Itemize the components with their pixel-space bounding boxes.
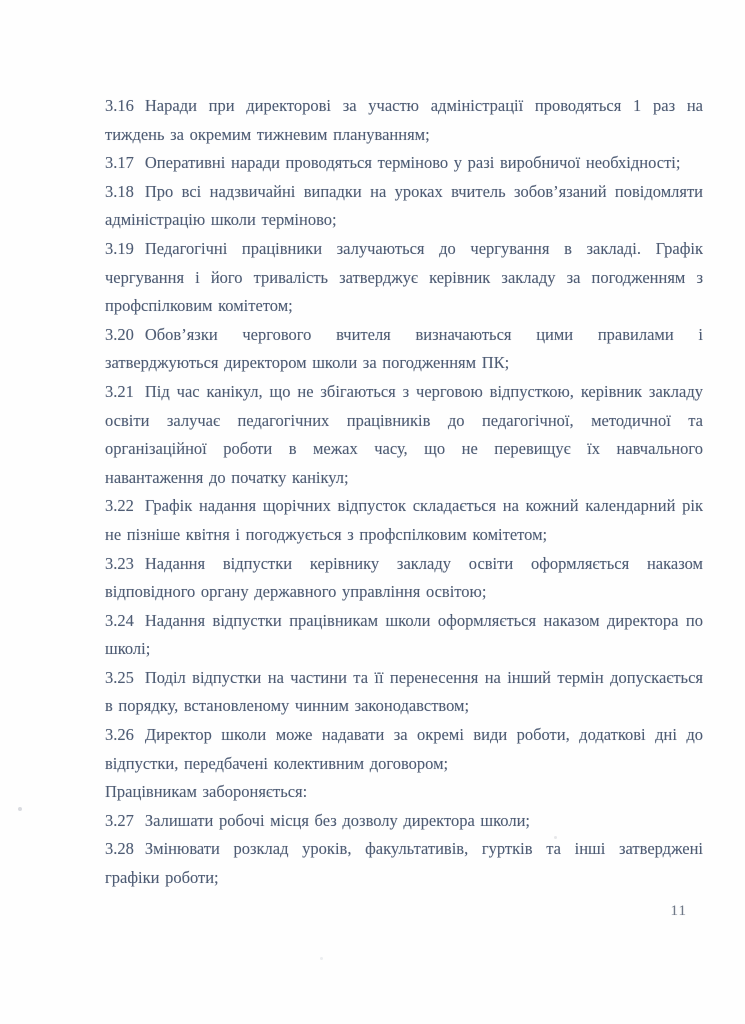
item-number: 3.20 xyxy=(105,324,134,344)
list-item xyxy=(105,321,703,378)
list-item xyxy=(105,721,703,778)
item-number: 3.21 xyxy=(105,381,134,401)
item-text: Під час канікул, що не збігаються з черговою відпусткою, керівник закладу освіти залучає педагогічних працівників до педагогічної, методичної та організаційної роботи в межах часу, що не перевищує їх навчального навантаження до початку канікул; xyxy=(105,381,703,487)
list-item xyxy=(105,607,703,664)
scan-speck xyxy=(338,626,341,628)
item-text: Про всі надзвичайні випадки на уроках вчитель зобов’язаний повідомляти адміністрацію школи терміново; xyxy=(105,181,703,230)
heading-text: Працівникам забороняється: xyxy=(105,782,308,802)
list-item xyxy=(105,492,703,549)
item-number: 3.24 xyxy=(105,610,134,630)
document-body xyxy=(105,92,703,893)
item-number: 3.18 xyxy=(105,181,134,201)
item-text: Змінювати розклад уроків, факультативів, гуртків та інші затверджені графіки роботи; xyxy=(105,839,703,888)
item-text: Графік надання щорічних відпусток складається на кожний календарний рік не пізніше квітня і погоджується з профспілковим комітетом; xyxy=(105,496,703,544)
page-number: 11 xyxy=(670,903,687,919)
item-number: 3.19 xyxy=(105,238,134,258)
item-text: Надання відпустки керівнику закладу освіти оформляється наказом відповідного органу державного управління освітою; xyxy=(105,553,703,602)
item-number: 3.22 xyxy=(105,496,134,516)
item-number: 3.17 xyxy=(105,153,134,173)
list-item xyxy=(105,149,703,178)
list-item xyxy=(105,178,703,235)
item-number: 3.23 xyxy=(105,553,134,573)
scan-speck xyxy=(554,836,557,839)
item-number: 3.28 xyxy=(105,839,134,859)
item-text: Поділ відпустки на частини та її перенесення на інший термін допускається в порядку, встановленому чинним законодавством; xyxy=(105,667,703,716)
scan-speck xyxy=(18,807,22,811)
item-number: 3.27 xyxy=(105,810,134,830)
section-heading xyxy=(105,778,703,807)
item-text: Педагогічні працівники залучаються до чергування в закладі. Графік чергування і його тривалість затверджує керівник закладу за погодженням з профспілковим комітетом; xyxy=(105,238,703,316)
item-number: 3.16 xyxy=(105,96,134,115)
list-item xyxy=(105,378,703,492)
item-text: Обов’язки чергового вчителя визначаються цими правилами і затверджуються директором школи за погодженням ПК; xyxy=(105,324,703,373)
item-text: Оперативні наради проводяться терміново у разі виробничої необхідності; xyxy=(144,153,681,173)
item-number: 3.25 xyxy=(105,667,134,687)
list-item xyxy=(105,664,703,721)
item-number: 3.26 xyxy=(105,725,134,745)
item-text: Надання відпустки працівникам школи оформляється наказом директора по школі; xyxy=(105,610,703,659)
item-text: Директор школи може надавати за окремі види роботи, додаткові дні до відпустки, передбачені колективним договором; xyxy=(105,725,703,773)
list-item xyxy=(105,835,703,892)
scan-speck xyxy=(320,957,323,960)
list-item xyxy=(105,235,703,321)
list-item xyxy=(105,550,703,607)
item-text: Залишати робочі місця без дозволу директора школи; xyxy=(144,810,530,830)
item-text: Наради при директорові за участю адміністрації проводяться 1 раз на тиждень за окремим тижневим плануванням; xyxy=(105,96,703,144)
list-item xyxy=(105,92,703,149)
list-item xyxy=(105,807,703,836)
